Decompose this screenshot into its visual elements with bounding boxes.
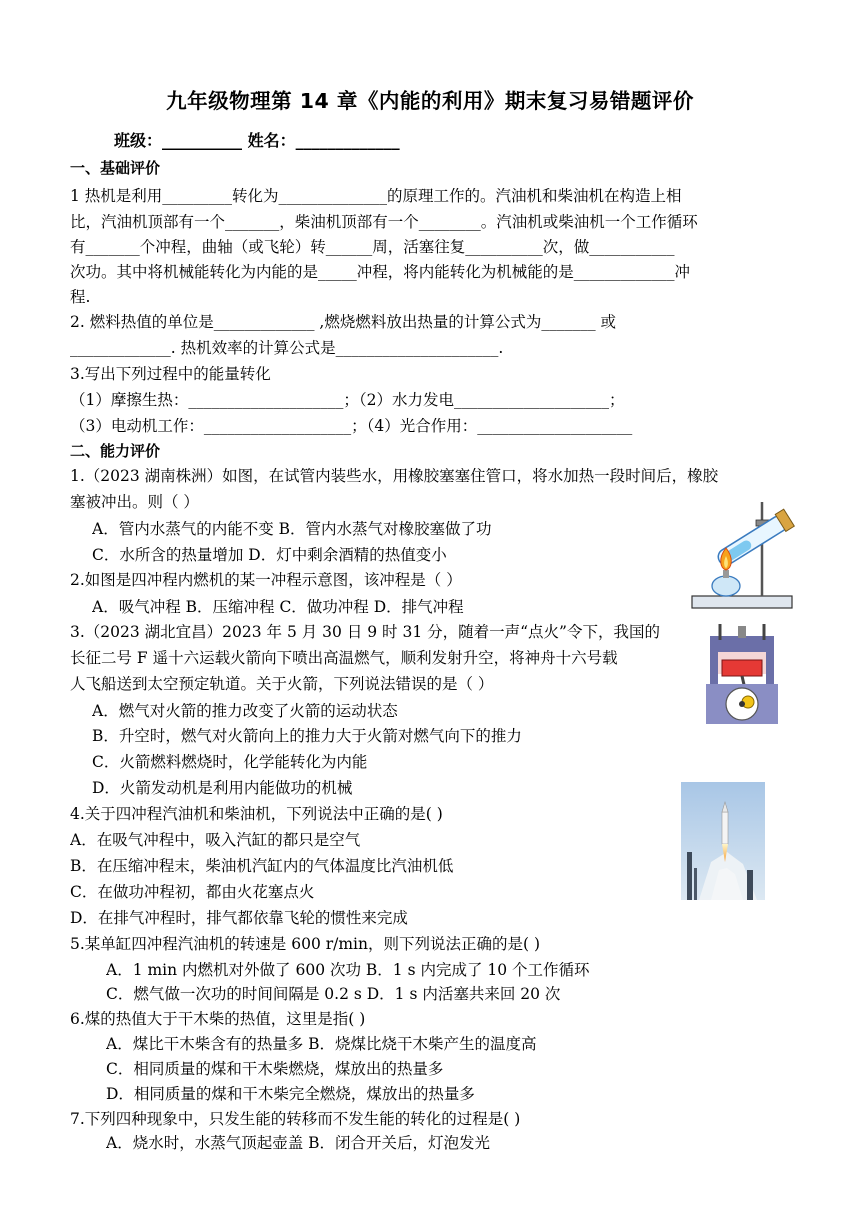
text-line: D．相同质量的煤和干木柴完全燃烧，煤放出的热量多 [106, 1085, 475, 1103]
text-line: C．火箭燃料燃烧时，化学能转化为内能 [92, 753, 368, 771]
text-line: 长征二号 F 遥十六运载火箭向下喷出高温燃气，顺利发射升空，将神舟十六号载 [70, 649, 618, 667]
text-line: 塞被冲出。则（ ） [70, 493, 199, 511]
class-name-line: 班级：__________ 姓名：_____________ [114, 131, 400, 150]
text-line: 人飞船送到太空预定轨道。关于火箭，下列说法错误的是（ ） [70, 675, 494, 693]
text-line: （3）电动机工作：___________________；（4）光合作用：____________________ [70, 417, 633, 435]
document-title: 九年级物理第 14 章《内能的利用》期末复习易错题评价 [166, 89, 694, 113]
text-line: 2.如图是四冲程内燃机的某一冲程示意图，该冲程是（ ） [70, 571, 462, 589]
text-line: 程. [70, 288, 91, 306]
text-line: 比，汽油机顶部有一个_______，柴油机顶部有一个________。汽油机或柴油机一个工作循环 [70, 213, 698, 231]
text-line: A．吸气冲程 B．压缩冲程 C．做功冲程 D．排气冲程 [92, 598, 464, 616]
text-line: 5.某单缸四冲程汽油机的转速是 600 r/min，则下列说法正确的是( ) [70, 935, 541, 953]
text-line: C．燃气做一次功的时间间隔是 0.2 s D．1 s 内活塞共来回 20 次 [106, 985, 561, 1003]
text-line: A．燃气对火箭的推力改变了火箭的运动状态 [92, 702, 398, 720]
text-line: A．煤比干木柴含有的热量多 B．烧煤比烧干木柴产生的温度高 [106, 1035, 537, 1053]
text-line: A．1 min 内燃机对外做了 600 次功 B．1 s 内完成了 10 个工作循环 [106, 961, 590, 979]
text-line: 6.煤的热值大于干木柴的热值，这里是指( ) [70, 1010, 366, 1028]
text-line: 二、能力评价 [70, 442, 161, 460]
text-line: B．在压缩冲程末，柴油机汽缸内的气体温度比汽油机低 [70, 857, 454, 875]
engine-stroke-figure [702, 622, 782, 728]
text-line: 3.（2023 湖北宜昌）2023 年 5 月 30 日 9 时 31 分，随着一声“点火”令下，我国的 [70, 623, 660, 641]
text-line: A．烧水时，水蒸气顶起壶盖 B．闭合开关后，灯泡发光 [106, 1134, 491, 1152]
text-line: 1.（2023 湖南株洲）如图，在试管内装些水，用橡胶塞塞住管口，将水加热一段时间后，橡胶 [70, 467, 719, 485]
text-line: A．管内水蒸气的内能不变 B．管内水蒸气对橡胶塞做了功 [92, 520, 492, 538]
text-line: 次功。其中将机械能转化为内能的是_____冲程，将内能转化为机械能的是_____________冲 [70, 263, 691, 281]
text-line: C．在做功冲程初，都由火花塞点火 [70, 883, 315, 901]
text-line: _____________. 热机效率的计算公式是_____________________. [70, 339, 504, 357]
text-line: 一、基础评价 [70, 159, 161, 177]
text-line: C．相同质量的煤和干木柴燃烧，煤放出的热量多 [106, 1060, 444, 1078]
text-line: 1 热机是利用_________转化为______________的原理工作的。汽油机和柴油机在构造上相 [70, 187, 682, 205]
text-line: （1）摩擦生热：____________________；（2）水力发电____________________； [70, 391, 625, 409]
text-line: 7.下列四种现象中，只发生能的转移而不发生能的转化的过程是( ) [70, 1110, 521, 1128]
rocket-launch-photo [681, 782, 765, 900]
text-line: 有_______个冲程，曲轴（或飞轮）转______周，活塞往复__________次，做___________ [70, 238, 675, 256]
text-line: D．火箭发动机是利用内能做功的机械 [92, 779, 353, 797]
text-line: B．升空时，燃气对火箭向上的推力大于火箭对燃气向下的推力 [92, 727, 522, 745]
test-tube-figure [690, 496, 800, 612]
text-line: D．在排气冲程时，排气都依靠飞轮的惯性来完成 [70, 909, 408, 927]
text-line: C．水所含的热量增加 D．灯中剩余酒精的热值变小 [92, 546, 447, 564]
text-line: A．在吸气冲程中，吸入汽缸的都只是空气 [70, 831, 361, 849]
text-line: 2. 燃料热值的单位是_____________ ,燃烧燃料放出热量的计算公式为_______ 或 [70, 313, 616, 331]
text-line: 3.写出下列过程中的能量转化 [70, 365, 271, 383]
text-line: 4.关于四冲程汽油机和柴油机，下列说法中正确的是( ) [70, 805, 443, 823]
